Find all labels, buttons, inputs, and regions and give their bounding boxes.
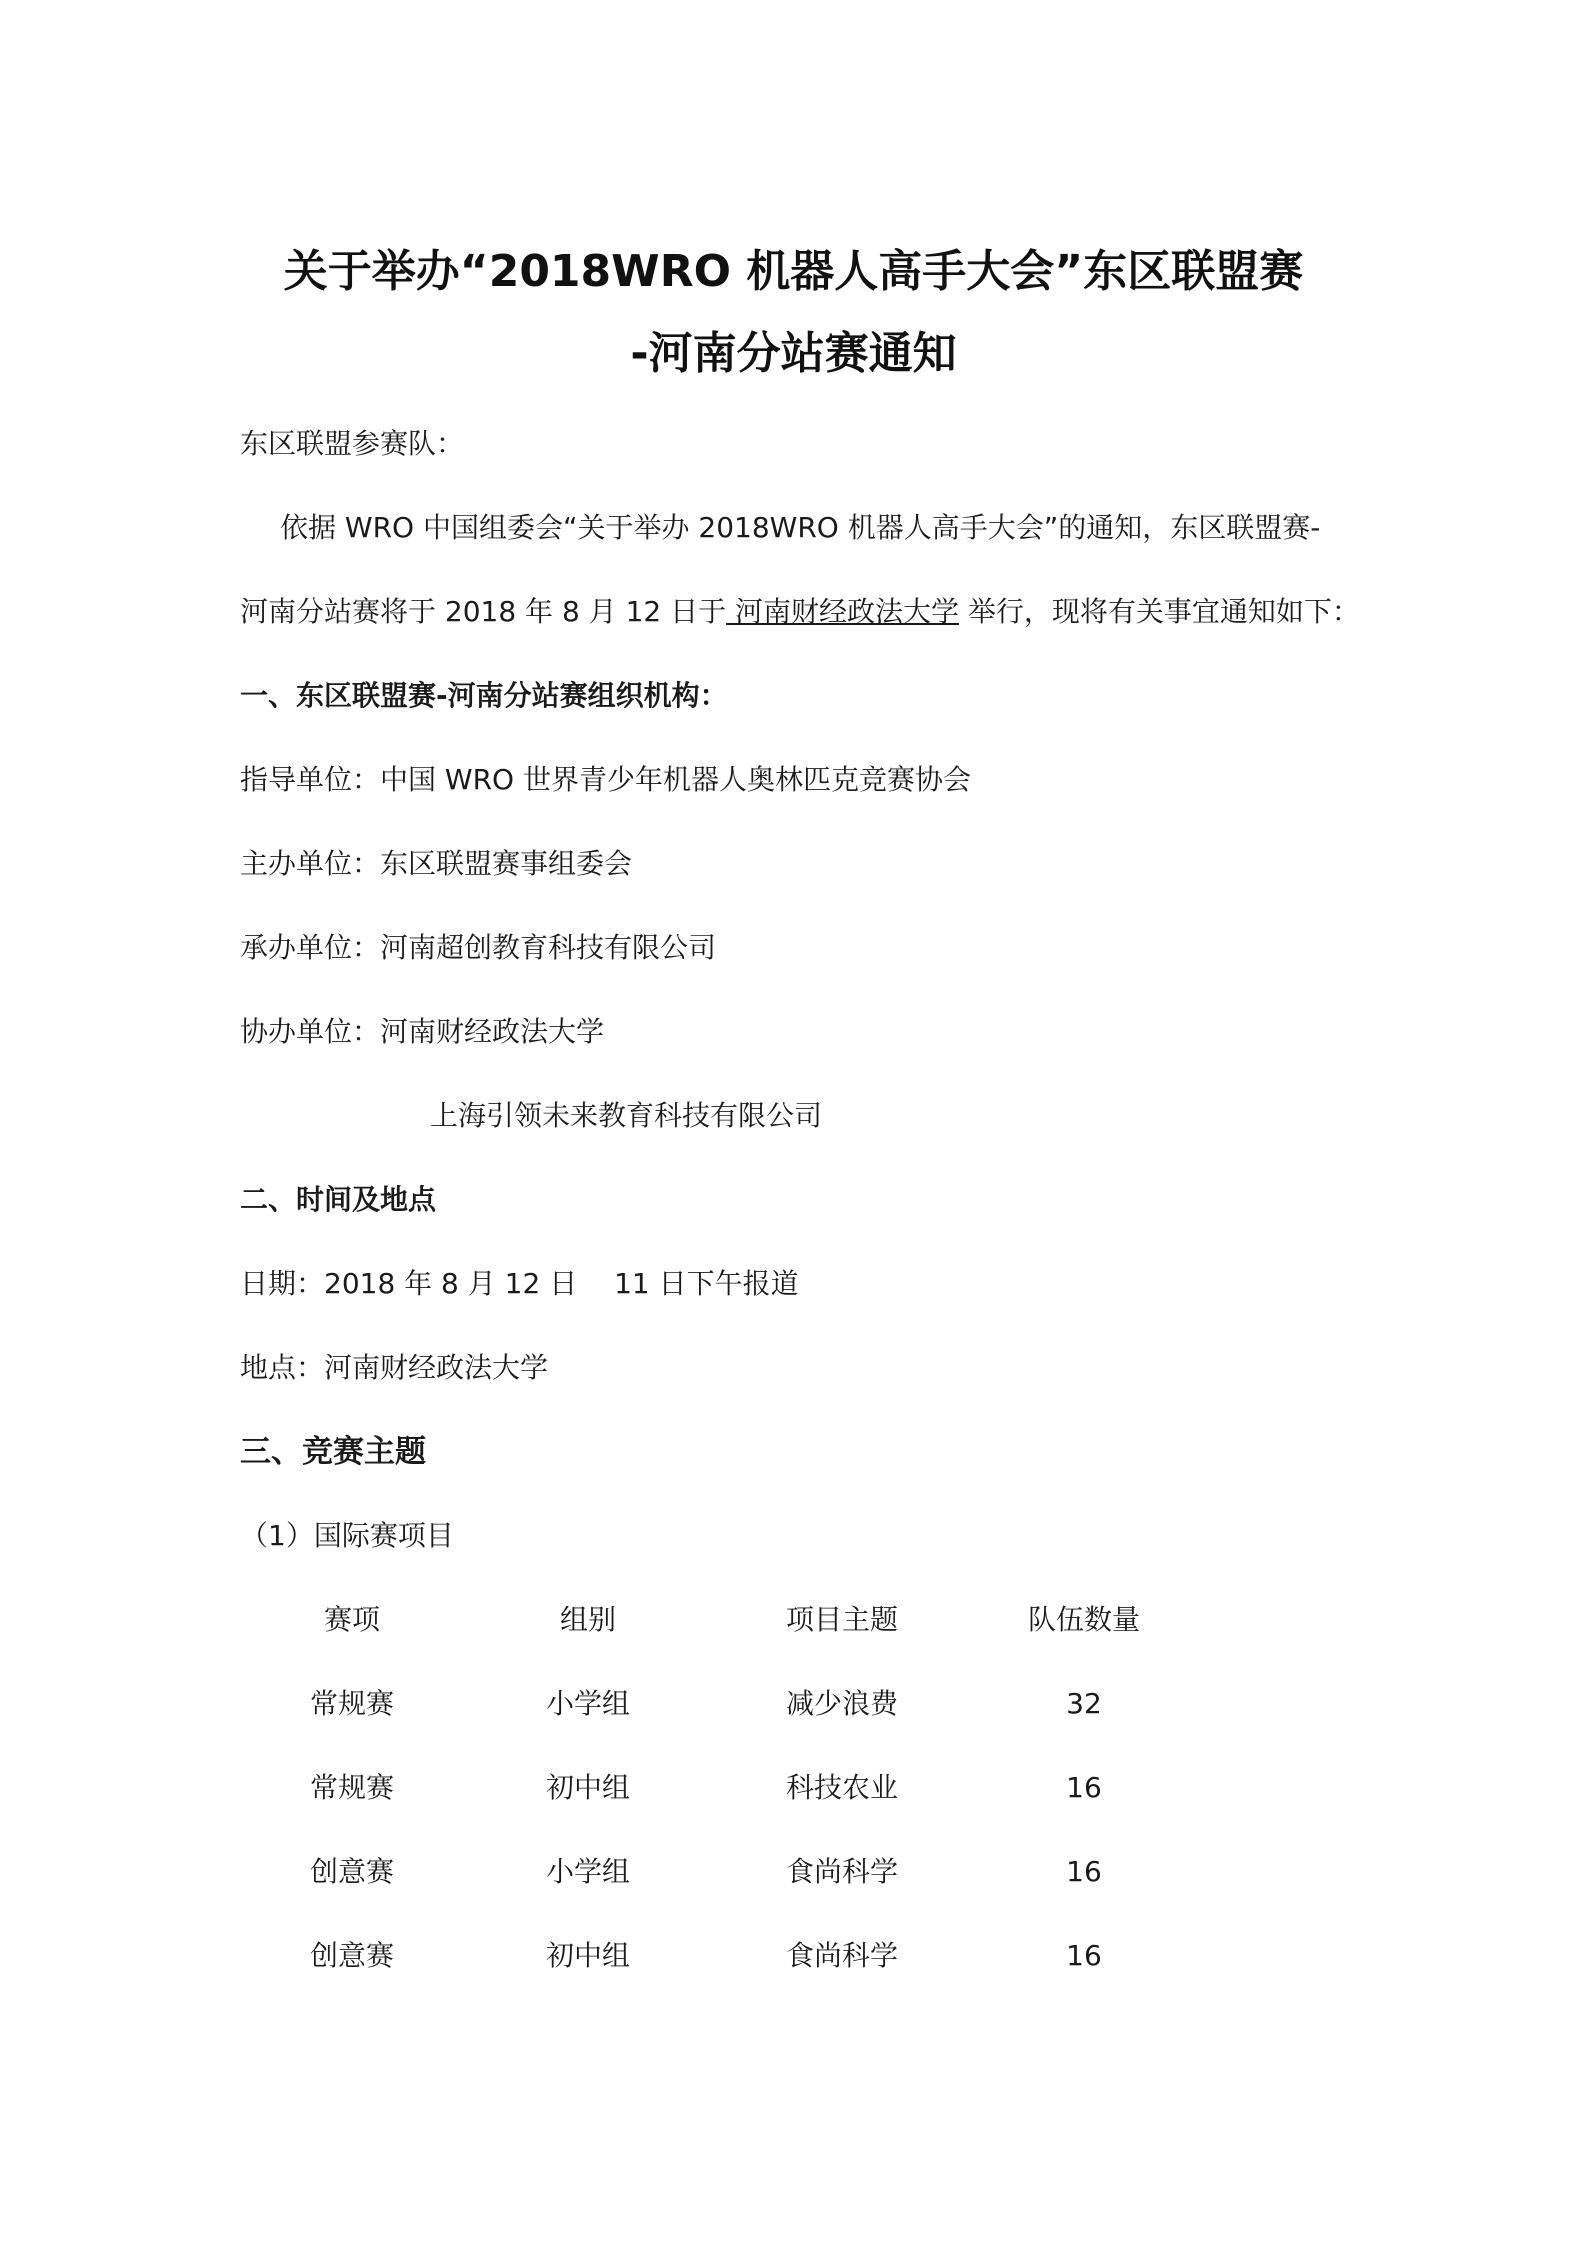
venue-underlined: 河南财经政法大学 — [726, 595, 960, 628]
table-cell: 常规赛 — [309, 1687, 394, 1720]
intro-line-2 — [240, 592, 1360, 632]
document-title-line-2: -河南分站赛通知 — [630, 328, 957, 379]
event-date: 日期：2018 年 8 月 12 日 11 日下午报道 — [240, 1267, 799, 1300]
table-cell: 常规赛 — [309, 1771, 394, 1804]
table-cell: 创意赛 — [309, 1855, 394, 1888]
table-cell: 初中组 — [545, 1939, 630, 1972]
table-cell: 16 — [1066, 1939, 1102, 1972]
host-unit: 主办单位：东区联盟赛事组委会 — [240, 847, 633, 880]
section-3-heading: 三、竞赛主题 — [240, 1434, 426, 1470]
table-cell: 小学组 — [545, 1687, 630, 1720]
section-2-heading: 二、时间及地点 — [240, 1183, 437, 1216]
table-header-cell: 组别 — [559, 1603, 616, 1636]
event-place: 地点：河南财经政法大学 — [240, 1351, 549, 1384]
table-cell: 初中组 — [545, 1771, 630, 1804]
table-cell: 科技农业 — [785, 1771, 898, 1804]
table-cell: 食尚科学 — [785, 1939, 898, 1972]
intro-line-1: 依据 WRO 中国组委会“关于举办 2018WRO 机器人高手大会”的通知，东区联盟赛- — [280, 511, 1321, 544]
co-organizer-unit: 协办单位：河南财经政法大学 — [240, 1015, 605, 1048]
table-header-cell: 队伍数量 — [1027, 1603, 1140, 1636]
table-cell: 减少浪费 — [785, 1687, 898, 1720]
table-cell: 创意赛 — [309, 1939, 394, 1972]
intro-line-2-before: 河南分站赛将于 2018 年 8 月 12 日于 — [240, 595, 727, 628]
table-cell: 32 — [1066, 1687, 1102, 1720]
table-cell: 16 — [1066, 1855, 1102, 1888]
section-3-sub-heading: （1）国际赛项目 — [240, 1519, 454, 1552]
guide-unit: 指导单位：中国 WRO 世界青少年机器人奥林匹克竞赛协会 — [240, 763, 971, 796]
intro-line-2-after: 举行，现将有关事宜通知如下： — [959, 595, 1360, 628]
co-organizer-unit-2: 上海引领未来教育科技有限公司 — [430, 1099, 823, 1132]
table-cell: 食尚科学 — [785, 1855, 898, 1888]
salutation: 东区联盟参赛队： — [240, 427, 465, 460]
document-title-line-1: 关于举办“2018WRO 机器人高手大会”东区联盟赛 — [283, 246, 1304, 297]
table-header-cell: 项目主题 — [785, 1603, 898, 1636]
section-1-heading: 一、东区联盟赛-河南分站赛组织机构： — [240, 679, 728, 712]
table-cell: 16 — [1066, 1771, 1102, 1804]
table-header-cell: 赛项 — [323, 1603, 380, 1636]
organizer-unit: 承办单位：河南超创教育科技有限公司 — [240, 931, 717, 964]
table-cell: 小学组 — [545, 1855, 630, 1888]
